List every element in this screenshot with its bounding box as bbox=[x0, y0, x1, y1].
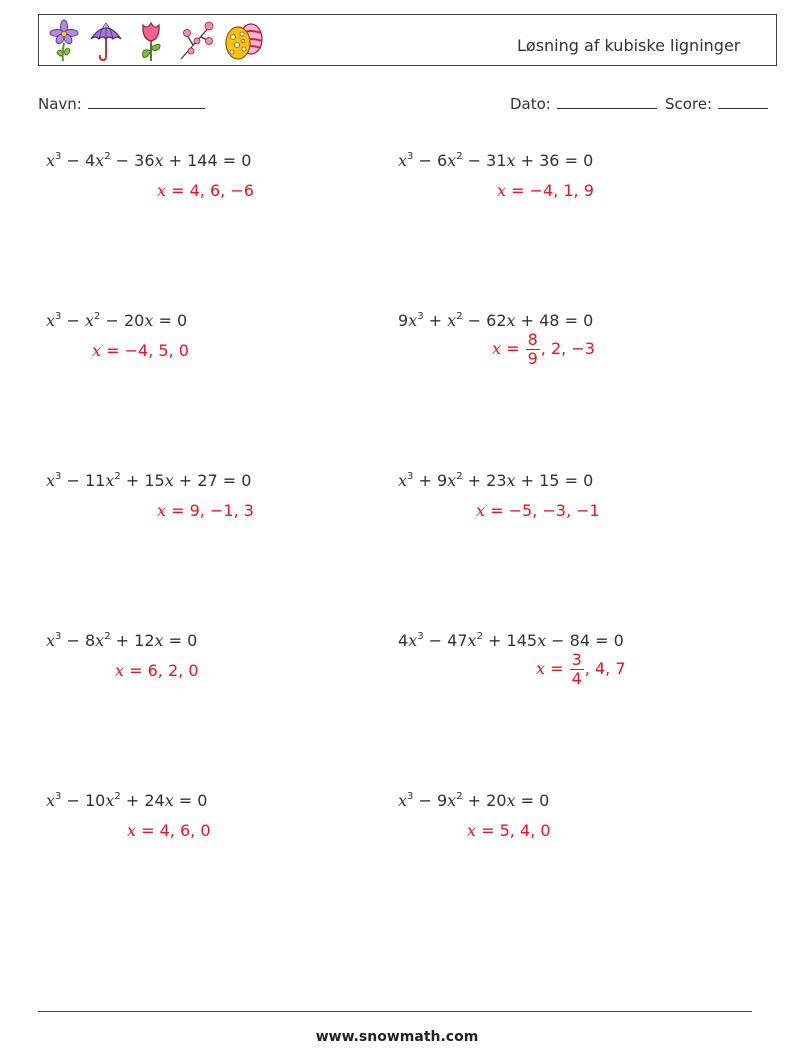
equation-term: − 31 bbox=[462, 151, 507, 170]
answer bbox=[497, 181, 594, 200]
equation-term: − 4 bbox=[61, 151, 96, 170]
variable-x: x bbox=[105, 791, 115, 810]
answer-values: = −4, 5, 0 bbox=[101, 341, 189, 360]
answer-values: = −4, 1, 9 bbox=[506, 181, 594, 200]
equation-term: 4 bbox=[398, 631, 409, 650]
variable-x: x bbox=[46, 791, 56, 810]
variable-x: x bbox=[154, 631, 164, 650]
variable-x: x bbox=[447, 311, 457, 330]
equation-term: + bbox=[423, 311, 448, 330]
equation-term: + 12 bbox=[110, 631, 155, 650]
answer-fraction bbox=[570, 651, 584, 688]
exponent: 2 bbox=[456, 791, 463, 802]
score-label: Score: bbox=[665, 95, 713, 113]
variable-x: x bbox=[127, 821, 137, 840]
answer bbox=[467, 821, 551, 840]
answer-values: = bbox=[545, 659, 569, 678]
equation bbox=[398, 471, 593, 490]
exponent: 3 bbox=[407, 471, 414, 482]
answer-values: = 5, 4, 0 bbox=[476, 821, 551, 840]
score-field[interactable] bbox=[665, 94, 768, 113]
answer bbox=[476, 501, 600, 520]
variable-x: x bbox=[536, 659, 546, 678]
variable-x: x bbox=[95, 631, 105, 650]
equation-term: − 84 = 0 bbox=[546, 631, 624, 650]
equation-term: − 36 bbox=[110, 151, 155, 170]
exponent: 3 bbox=[55, 311, 62, 322]
exponent: 2 bbox=[456, 471, 463, 482]
equation bbox=[398, 311, 593, 330]
variable-x: x bbox=[447, 471, 457, 490]
variable-x: x bbox=[46, 311, 56, 330]
answer-values: = 6, 2, 0 bbox=[124, 661, 199, 680]
exponent: 2 bbox=[104, 631, 111, 642]
equation-term: + 24 bbox=[120, 791, 165, 810]
fraction-numerator: 8 bbox=[527, 330, 538, 349]
equation-term: + 20 bbox=[462, 791, 507, 810]
equation-term: + 23 bbox=[462, 471, 507, 490]
footer-divider bbox=[38, 1011, 752, 1012]
date-field[interactable] bbox=[510, 94, 657, 113]
variable-x: x bbox=[467, 631, 477, 650]
variable-x: x bbox=[105, 471, 115, 490]
exponent: 3 bbox=[417, 631, 424, 642]
equation bbox=[46, 471, 251, 490]
variable-x: x bbox=[157, 181, 167, 200]
variable-x: x bbox=[398, 791, 408, 810]
equation-term: + 9 bbox=[413, 471, 448, 490]
equation-term: − 47 bbox=[423, 631, 468, 650]
equation-term: − 10 bbox=[61, 791, 106, 810]
variable-x: x bbox=[157, 501, 167, 520]
exponent: 3 bbox=[55, 151, 62, 162]
variable-x: x bbox=[447, 151, 457, 170]
answer-fraction bbox=[526, 331, 540, 368]
answer-values: , 4, 7 bbox=[584, 659, 626, 678]
equation bbox=[46, 151, 251, 170]
variable-x: x bbox=[115, 661, 125, 680]
equation-term: − 20 bbox=[100, 311, 145, 330]
exponent: 2 bbox=[104, 151, 111, 162]
date-label: Dato: bbox=[510, 95, 551, 113]
equation-term: − 6 bbox=[413, 151, 448, 170]
equation-term: − 11 bbox=[61, 471, 106, 490]
worksheet-header bbox=[38, 14, 777, 66]
blossom-branch-icon bbox=[179, 19, 215, 63]
exponent: 2 bbox=[456, 311, 463, 322]
variable-x: x bbox=[476, 501, 486, 520]
variable-x: x bbox=[506, 791, 516, 810]
equation-term: + 27 = 0 bbox=[173, 471, 252, 490]
exponent: 2 bbox=[114, 471, 121, 482]
variable-x: x bbox=[164, 471, 174, 490]
variable-x: x bbox=[506, 311, 516, 330]
answer-values: = 4, 6, 0 bbox=[136, 821, 211, 840]
equation bbox=[46, 631, 197, 650]
equation-term: + 15 = 0 bbox=[515, 471, 594, 490]
umbrella-icon bbox=[89, 19, 123, 63]
equation-term: − 62 bbox=[462, 311, 507, 330]
variable-x: x bbox=[398, 471, 408, 490]
answer bbox=[536, 651, 626, 688]
name-field[interactable] bbox=[38, 94, 205, 113]
answer bbox=[492, 331, 595, 368]
easter-egg-icon bbox=[223, 19, 265, 63]
fraction-denominator: 4 bbox=[571, 669, 582, 688]
equation bbox=[398, 631, 624, 650]
exponent: 3 bbox=[55, 471, 62, 482]
variable-x: x bbox=[497, 181, 507, 200]
answer bbox=[115, 661, 199, 680]
exponent: 2 bbox=[456, 151, 463, 162]
fraction-numerator: 3 bbox=[571, 650, 582, 669]
variable-x: x bbox=[467, 821, 477, 840]
equation-term: − 8 bbox=[61, 631, 96, 650]
equation-term: = 0 bbox=[515, 791, 550, 810]
variable-x: x bbox=[154, 151, 164, 170]
equation-term: + 48 = 0 bbox=[515, 311, 594, 330]
variable-x: x bbox=[506, 471, 516, 490]
variable-x: x bbox=[164, 791, 174, 810]
variable-x: x bbox=[537, 631, 547, 650]
exponent: 2 bbox=[476, 631, 483, 642]
equation-term: + 36 = 0 bbox=[515, 151, 594, 170]
flower-icon bbox=[49, 19, 79, 63]
variable-x: x bbox=[95, 151, 105, 170]
variable-x: x bbox=[408, 631, 418, 650]
equation-term: − bbox=[61, 311, 85, 330]
date-blank[interactable] bbox=[557, 94, 657, 109]
equation bbox=[398, 791, 549, 810]
answer-values: = 9, −1, 3 bbox=[166, 501, 254, 520]
equation bbox=[398, 151, 593, 170]
variable-x: x bbox=[492, 339, 502, 358]
answer bbox=[127, 821, 211, 840]
exponent: 3 bbox=[55, 631, 62, 642]
answer-values: = bbox=[501, 339, 525, 358]
variable-x: x bbox=[447, 791, 457, 810]
equation-term: + 145 bbox=[482, 631, 538, 650]
answer bbox=[157, 501, 254, 520]
exponent: 3 bbox=[55, 791, 62, 802]
variable-x: x bbox=[398, 151, 408, 170]
variable-x: x bbox=[408, 311, 418, 330]
equation bbox=[46, 791, 207, 810]
variable-x: x bbox=[144, 311, 154, 330]
answer-values: , 2, −3 bbox=[540, 339, 595, 358]
equation-term: = 0 bbox=[153, 311, 188, 330]
exponent: 2 bbox=[94, 311, 101, 322]
equation-term: + 15 bbox=[120, 471, 165, 490]
exponent: 3 bbox=[407, 151, 414, 162]
equation-term: = 0 bbox=[173, 791, 208, 810]
answer-values: = 4, 6, −6 bbox=[166, 181, 254, 200]
footer-url: www.snowmath.com bbox=[315, 1029, 479, 1045]
variable-x: x bbox=[92, 341, 102, 360]
variable-x: x bbox=[46, 151, 56, 170]
tulip-icon bbox=[137, 19, 165, 63]
variable-x: x bbox=[46, 471, 56, 490]
equation bbox=[46, 311, 187, 330]
answer bbox=[157, 181, 254, 200]
variable-x: x bbox=[506, 151, 516, 170]
fraction-denominator: 9 bbox=[527, 349, 538, 368]
exponent: 2 bbox=[114, 791, 121, 802]
name-label: Navn: bbox=[38, 95, 82, 113]
variable-x: x bbox=[84, 311, 95, 330]
score-blank[interactable] bbox=[718, 94, 768, 109]
variable-x: x bbox=[46, 631, 56, 650]
equation-term: + 144 = 0 bbox=[163, 151, 252, 170]
exponent: 3 bbox=[407, 791, 414, 802]
answer bbox=[92, 341, 189, 360]
exponent: 3 bbox=[417, 311, 424, 322]
equation-term: 9 bbox=[398, 311, 409, 330]
equation-term: = 0 bbox=[163, 631, 198, 650]
worksheet-title: Løsning af kubiske ligninger bbox=[517, 36, 741, 55]
equation-term: − 9 bbox=[413, 791, 448, 810]
name-blank[interactable] bbox=[88, 94, 205, 109]
answer-values: = −5, −3, −1 bbox=[485, 501, 600, 520]
